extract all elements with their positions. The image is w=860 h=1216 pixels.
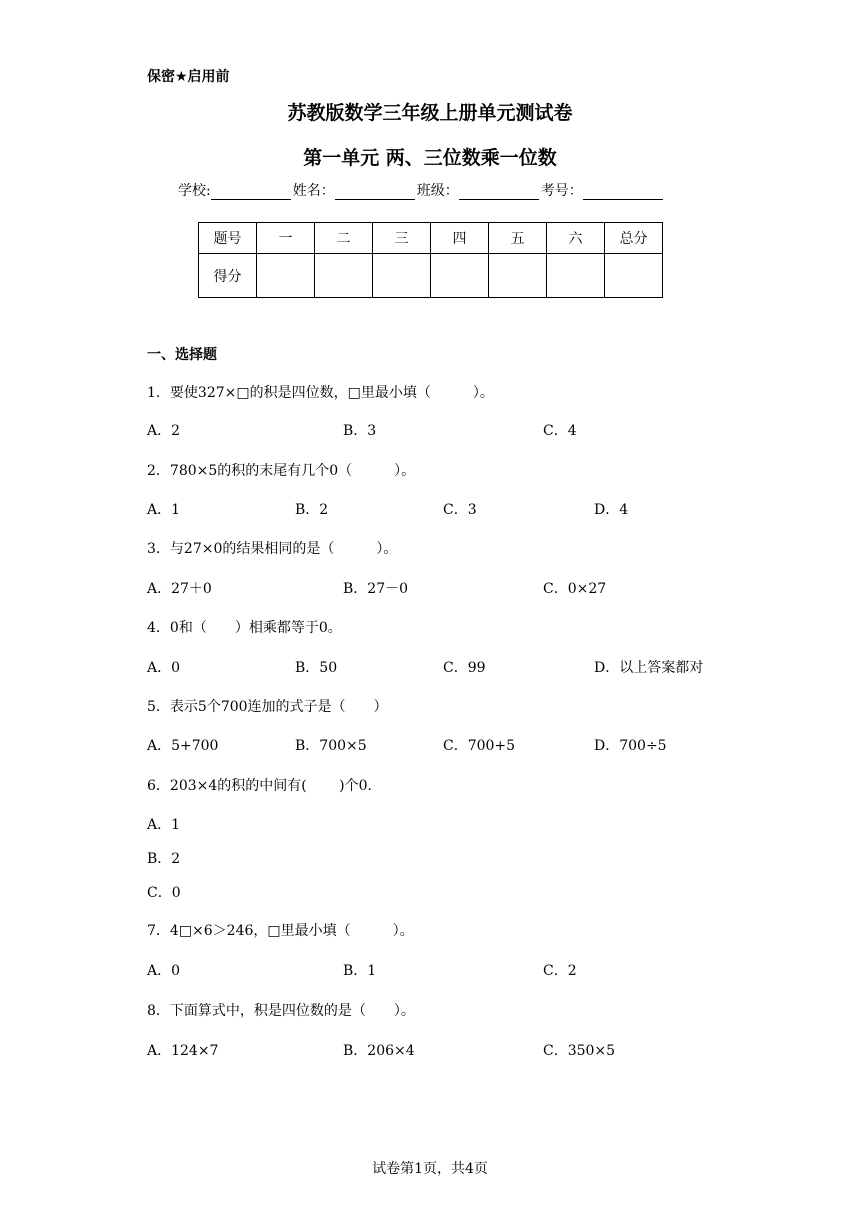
header-cell: 题号	[199, 223, 257, 254]
page-footer: 试卷第1页，共4页	[372, 1161, 488, 1177]
name-blank[interactable]	[335, 185, 415, 200]
header-cell: 四	[431, 223, 489, 254]
school-blank[interactable]	[211, 185, 291, 200]
question-4: 4．0和（ ）相乘都等于0。	[147, 620, 342, 636]
q4-option-b: B．50	[295, 660, 338, 676]
q3-option-a: A．27＋0	[147, 581, 212, 597]
q4-option-d: D．以上答案都对	[594, 660, 704, 676]
question-7: 7．4□×6＞246，□里最小填（ ）。	[147, 923, 414, 939]
q1-option-c: C．4	[543, 423, 577, 439]
q6-option-b: B．2	[147, 851, 181, 867]
question-8: 8．下面算式中，积是四位数的是（ ）。	[147, 1003, 415, 1019]
q3-option-c: C．0×27	[543, 581, 607, 597]
question-2: 2．780×5的积的末尾有几个0（ ）。	[147, 463, 416, 479]
header-cell: 二	[315, 223, 373, 254]
q1-option-b: B．3	[343, 423, 377, 439]
q5-option-b: B．700×5	[295, 738, 367, 754]
q5-option-a: A．5+700	[147, 738, 219, 754]
header-cell: 总分	[605, 223, 663, 254]
exam-no-label: 考号：	[540, 183, 583, 199]
q7-option-a: A．0	[147, 963, 181, 979]
section-heading: 一、选择题	[147, 347, 217, 363]
q8-option-a: A．124×7	[147, 1043, 219, 1059]
score-cell[interactable]	[373, 254, 431, 298]
page-title: 苏教版数学三年级上册单元测试卷	[287, 102, 573, 124]
q4-option-a: A．0	[147, 660, 181, 676]
class-label: 班级：	[416, 183, 459, 199]
header-cell: 六	[547, 223, 605, 254]
exam-no-blank[interactable]	[583, 185, 663, 200]
class-blank[interactable]	[459, 185, 539, 200]
score-cell[interactable]	[257, 254, 315, 298]
q6-option-a: A．1	[147, 817, 181, 833]
score-cell[interactable]	[489, 254, 547, 298]
score-cell[interactable]	[315, 254, 373, 298]
q5-option-d: D．700÷5	[594, 738, 667, 754]
page-subtitle: 第一单元 两、三位数乘一位数	[303, 147, 557, 169]
score-row-label: 得分	[199, 254, 257, 298]
question-6: 6．203×4的积的中间有( )个0．	[147, 778, 382, 794]
score-cell[interactable]	[605, 254, 663, 298]
score-table	[198, 222, 663, 298]
header-cell: 三	[373, 223, 431, 254]
score-table-score-row	[199, 254, 663, 298]
question-5: 5．表示5个700连加的式子是（ ）	[147, 699, 388, 715]
q1-option-a: A．2	[147, 423, 181, 439]
question-3: 3．与27×0的结果相同的是（ ）。	[147, 541, 398, 557]
confidential-mark: 保密★启用前	[147, 69, 230, 85]
q5-option-c: C．700+5	[443, 738, 516, 754]
q2-option-b: B．2	[295, 502, 329, 518]
q6-option-c: C．0	[147, 885, 181, 901]
score-cell[interactable]	[547, 254, 605, 298]
q2-option-c: C．3	[443, 502, 477, 518]
q7-option-c: C．2	[543, 963, 577, 979]
q4-option-c: C．99	[443, 660, 486, 676]
header-cell: 五	[489, 223, 547, 254]
q7-option-b: B．1	[343, 963, 377, 979]
q8-option-b: B．206×4	[343, 1043, 415, 1059]
q2-option-d: D．4	[594, 502, 629, 518]
q3-option-b: B．27－0	[343, 581, 409, 597]
q2-option-a: A．1	[147, 502, 181, 518]
name-label: 姓名：	[292, 183, 335, 199]
school-label: 学校:	[178, 183, 211, 199]
score-table-header-row	[199, 223, 663, 254]
header-cell: 一	[257, 223, 315, 254]
student-info-line	[178, 180, 665, 200]
question-1: 1．要使327×□的积是四位数，□里最小填（ ）。	[147, 385, 494, 401]
score-cell[interactable]	[431, 254, 489, 298]
q8-option-c: C．350×5	[543, 1043, 616, 1059]
